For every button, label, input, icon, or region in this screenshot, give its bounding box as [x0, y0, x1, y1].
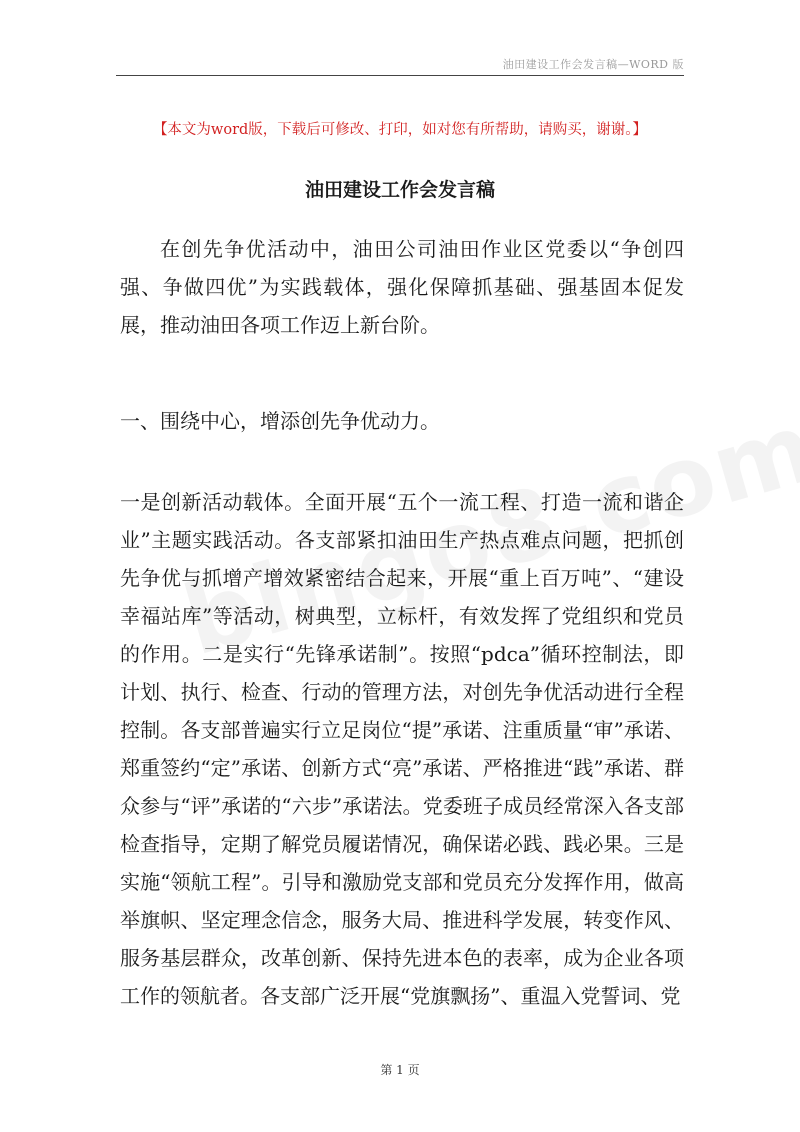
- intro-paragraph: 在创先争优活动中，油田公司油田作业区党委以“争创四强、争做四优”为实践载体，强化保障抓基础、强基固本促发展，推动油田各项工作迈上新台阶。: [120, 237, 684, 337]
- document-title: 油田建设工作会发言稿: [304, 179, 495, 201]
- body-paragraph: 一是创新活动载体。全面开展“五个一流工程、打造一流和谐企业”主题实践活动。各支部紧扣油田生产热点难点问题，把抓创先争优与抓增产增效紧密结合起来，开展“重上百万吨”、“建设幸福站库”等活动，树典型，立标杆，有效发挥了党组织和党员的作用。二是实行“先锋承诺制”。按照“pdca”循环控制法，即计划、执行、检查、行动的管理方法，对创先争优活动进行全程控制。各支部普遍实行立足岗位“提”承诺、注重质量“审”承诺、郑重签约“定”承诺、创新方式“亮”承诺、严格推进“践”承诺、群众参与“评”承诺的“六步”承诺法。党委班子成员经常深入各支部检查指导，定期了解党员履诺情况，确保诺必践、践必果。三是实施“领航工程”。引导和激励党支部和党员充分发挥作用，做高举旗帜、坚定理念信念，服务大局、推进科学发展，转变作风、服务基层群众，改革创新、保持先进本色的表率，成为企业各项工作的领航者。各支部广泛开展“党旗飘扬”、重温入党誓词、党: [120, 490, 684, 1008]
- purchase-notice: 【本文为word版，下载后可修改、打印，如对您有所帮助，请购买，谢谢。】: [152, 122, 648, 138]
- running-header: 油田建设工作会发言稿—WORD 版: [502, 58, 684, 71]
- section-heading: 一、围绕中心，增添创先争优动力。: [120, 409, 440, 433]
- page-number: 第 1 页: [380, 1063, 420, 1077]
- header-divider: [116, 75, 684, 76]
